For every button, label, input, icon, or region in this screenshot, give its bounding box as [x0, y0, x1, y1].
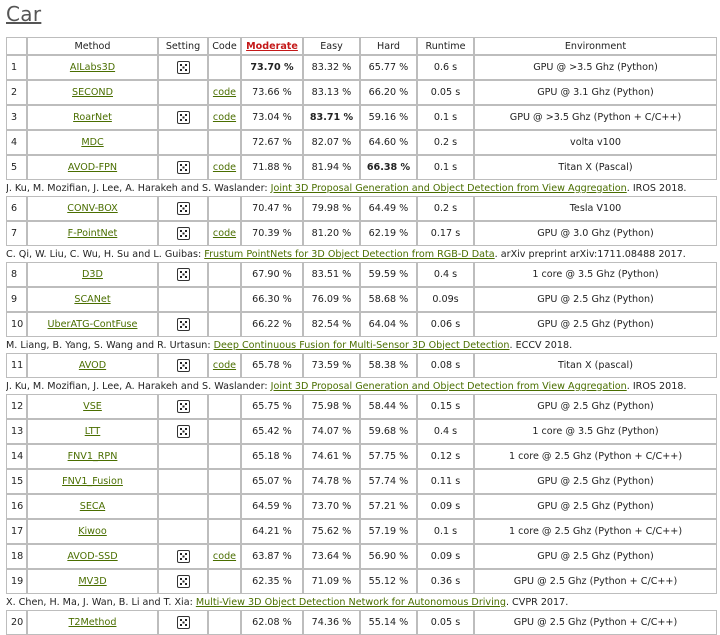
table-row	[6, 262, 717, 287]
runtime-cell: 0.1 s	[417, 519, 474, 544]
table-row	[6, 469, 717, 494]
rank-cell: 6	[6, 196, 27, 221]
setting-cell	[158, 287, 208, 312]
rank-cell: 11	[6, 353, 27, 378]
method-cell-link[interactable]: VSE	[83, 401, 102, 412]
col-moderate-sort-link[interactable]: Moderate	[241, 37, 303, 55]
col-easy[interactable]: Easy	[303, 37, 360, 55]
moderate-cell: 64.59 %	[241, 494, 303, 519]
publication-row	[6, 337, 717, 353]
environment-cell: GPU @ >3.5 Ghz (Python + C/C++)	[474, 105, 717, 130]
environment-cell: GPU @ 3.0 Ghz (Python)	[474, 221, 717, 246]
easy-cell: 75.98 %	[303, 394, 360, 419]
easy-cell: 82.07 %	[303, 130, 360, 155]
moderate-cell: 71.88 %	[241, 155, 303, 180]
code-cell	[208, 353, 241, 378]
code-cell	[208, 80, 241, 105]
code-cell	[208, 130, 241, 155]
runtime-cell: 0.09 s	[417, 544, 474, 569]
method-cell-link[interactable]: AVOD	[78, 360, 107, 371]
environment-cell: GPU @ 2.5 Ghz (Python)	[474, 469, 717, 494]
code-cell	[208, 469, 241, 494]
table-row	[6, 312, 717, 337]
code-cell	[208, 312, 241, 337]
hard-cell: 64.60 %	[360, 130, 417, 155]
runtime-cell: 0.09 s	[417, 494, 474, 519]
moderate-cell: 73.66 %	[241, 80, 303, 105]
hard-cell: 64.04 %	[360, 312, 417, 337]
method-cell-link[interactable]: SECA	[79, 501, 106, 512]
setting-cell	[158, 610, 208, 635]
method-cell	[27, 221, 158, 246]
col-environment[interactable]: Environment	[474, 37, 717, 55]
rank-cell: 4	[6, 130, 27, 155]
environment-cell: Titan X (pascal)	[474, 353, 717, 378]
setting-icon[interactable]	[177, 61, 190, 74]
runtime-cell: 0.1 s	[417, 155, 474, 180]
hard-cell: 57.75 %	[360, 444, 417, 469]
method-cell	[27, 262, 158, 287]
easy-cell: 83.71 %	[303, 105, 360, 130]
publication-authors: J. Ku, M. Mozifian, J. Lee, A. Harakeh and S. Waslander:	[6, 182, 271, 194]
method-cell	[27, 569, 158, 594]
hard-cell: 55.12 %	[360, 569, 417, 594]
hard-cell: 57.19 %	[360, 519, 417, 544]
rank-cell: 20	[6, 610, 27, 635]
easy-cell: 74.78 %	[303, 469, 360, 494]
setting-icon[interactable]	[177, 359, 190, 372]
hard-cell: 66.38 %	[360, 155, 417, 180]
method-cell	[27, 544, 158, 569]
header-row	[6, 37, 717, 55]
hard-cell: 66.20 %	[360, 80, 417, 105]
method-cell-link[interactable]: F-PointNet	[67, 228, 118, 239]
easy-cell: 83.13 %	[303, 80, 360, 105]
setting-cell	[158, 544, 208, 569]
publication-venue: . CVPR 2017.	[505, 596, 569, 608]
easy-cell: 73.70 %	[303, 494, 360, 519]
moderate-cell: 63.87 %	[241, 544, 303, 569]
code-cell	[208, 221, 241, 246]
environment-cell: 1 core @ 3.5 Ghz (Python)	[474, 419, 717, 444]
setting-cell	[158, 80, 208, 105]
publication-cell	[6, 337, 717, 353]
environment-cell: GPU @ 2.5 Ghz (Python)	[474, 394, 717, 419]
easy-cell: 73.64 %	[303, 544, 360, 569]
moderate-cell: 65.78 %	[241, 353, 303, 378]
runtime-cell: 0.11 s	[417, 469, 474, 494]
environment-cell: volta v100	[474, 130, 717, 155]
method-cell-link[interactable]: CONV-BOX	[67, 203, 118, 214]
moderate-cell: 73.70 %	[241, 55, 303, 80]
moderate-cell: 62.08 %	[241, 610, 303, 635]
publication-cell	[6, 594, 717, 610]
moderate-cell: 62.35 %	[241, 569, 303, 594]
code-cell	[208, 494, 241, 519]
rank-cell: 3	[6, 105, 27, 130]
publication-venue: . ECCV 2018.	[509, 339, 573, 351]
environment-cell: GPU @ >3.5 Ghz (Python)	[474, 55, 717, 80]
publication-title-link[interactable]: Multi-View 3D Object Detection Network for Autonomous Driving	[195, 596, 506, 608]
table-row	[6, 196, 717, 221]
setting-icon[interactable]	[177, 161, 190, 174]
setting-cell	[158, 419, 208, 444]
method-cell	[27, 155, 158, 180]
method-cell-link[interactable]: FNV1_Fusion	[62, 476, 123, 487]
method-cell-link[interactable]: T2Method	[68, 617, 117, 628]
runtime-cell: 0.12 s	[417, 444, 474, 469]
easy-cell: 83.51 %	[303, 262, 360, 287]
moderate-cell: 65.07 %	[241, 469, 303, 494]
hard-cell: 58.38 %	[360, 353, 417, 378]
rank-cell: 1	[6, 55, 27, 80]
method-cell-link[interactable]: Kiwoo	[78, 526, 107, 537]
hard-cell: 59.16 %	[360, 105, 417, 130]
rank-cell: 17	[6, 519, 27, 544]
table-row	[6, 55, 717, 80]
setting-icon[interactable]	[177, 268, 190, 281]
easy-cell: 76.09 %	[303, 287, 360, 312]
setting-cell	[158, 469, 208, 494]
easy-cell: 74.07 %	[303, 419, 360, 444]
environment-cell: 1 core @ 2.5 Ghz (Python + C/C++)	[474, 444, 717, 469]
method-cell	[27, 353, 158, 378]
setting-icon[interactable]	[177, 425, 190, 438]
table-row	[6, 544, 717, 569]
publication-title-link[interactable]: Joint 3D Proposal Generation and Object Detection from View Aggregation	[270, 182, 627, 194]
environment-cell: 1 core @ 2.5 Ghz (Python + C/C++)	[474, 519, 717, 544]
environment-cell: GPU @ 2.5 Ghz (Python + C/C++)	[474, 569, 717, 594]
moderate-cell: 73.04 %	[241, 105, 303, 130]
method-cell	[27, 312, 158, 337]
publication-venue: . IROS 2018.	[626, 380, 687, 392]
easy-cell: 81.20 %	[303, 221, 360, 246]
method-cell	[27, 130, 158, 155]
setting-cell	[158, 569, 208, 594]
moderate-cell: 67.90 %	[241, 262, 303, 287]
code-cell-link[interactable]: code	[212, 112, 237, 123]
publication-title-link[interactable]: Joint 3D Proposal Generation and Object Detection from View Aggregation	[270, 380, 627, 392]
setting-icon[interactable]	[177, 318, 190, 331]
environment-cell: GPU @ 2.5 Ghz (Python)	[474, 287, 717, 312]
moderate-cell: 72.67 %	[241, 130, 303, 155]
setting-cell	[158, 105, 208, 130]
code-cell	[208, 287, 241, 312]
table-row	[6, 494, 717, 519]
easy-cell: 73.59 %	[303, 353, 360, 378]
col-rank	[6, 37, 27, 55]
easy-cell: 74.61 %	[303, 444, 360, 469]
runtime-cell: 0.06 s	[417, 312, 474, 337]
environment-cell: GPU @ 2.5 Ghz (Python)	[474, 544, 717, 569]
table-row	[6, 519, 717, 544]
runtime-cell: 0.15 s	[417, 394, 474, 419]
method-cell	[27, 196, 158, 221]
method-cell	[27, 394, 158, 419]
moderate-cell: 70.47 %	[241, 196, 303, 221]
easy-cell: 79.98 %	[303, 196, 360, 221]
setting-cell	[158, 55, 208, 80]
publication-cell	[6, 246, 717, 262]
rank-cell: 12	[6, 394, 27, 419]
code-cell	[208, 262, 241, 287]
rank-cell: 13	[6, 419, 27, 444]
rank-cell: 19	[6, 569, 27, 594]
publication-venue: . IROS 2018.	[626, 182, 687, 194]
code-cell	[208, 394, 241, 419]
rank-cell: 5	[6, 155, 27, 180]
easy-cell: 71.09 %	[303, 569, 360, 594]
publication-row	[6, 180, 717, 196]
method-cell-link[interactable]: UberATG-ContFuse	[47, 319, 138, 330]
code-cell	[208, 519, 241, 544]
method-cell-link[interactable]: AILabs3D	[69, 62, 116, 73]
runtime-cell: 0.17 s	[417, 221, 474, 246]
easy-cell: 81.94 %	[303, 155, 360, 180]
publication-authors: C. Qi, W. Liu, C. Wu, H. Su and L. Guibas:	[6, 248, 205, 260]
table-row	[6, 130, 717, 155]
method-cell	[27, 287, 158, 312]
hard-cell: 65.77 %	[360, 55, 417, 80]
moderate-cell: 66.30 %	[241, 287, 303, 312]
code-cell	[208, 155, 241, 180]
environment-cell: GPU @ 2.5 Ghz (Python)	[474, 494, 717, 519]
rank-cell: 2	[6, 80, 27, 105]
method-cell	[27, 469, 158, 494]
hard-cell: 58.44 %	[360, 394, 417, 419]
col-runtime[interactable]: Runtime	[417, 37, 474, 55]
easy-cell: 82.54 %	[303, 312, 360, 337]
method-cell	[27, 519, 158, 544]
method-cell-link[interactable]: FNV1_RPN	[67, 451, 118, 462]
moderate-cell: 65.75 %	[241, 394, 303, 419]
runtime-cell: 0.05 s	[417, 80, 474, 105]
setting-cell	[158, 394, 208, 419]
hard-cell: 58.68 %	[360, 287, 417, 312]
method-cell-link[interactable]: AVOD-SSD	[67, 551, 118, 562]
publication-title-link[interactable]: Frustum PointNets for 3D Object Detection from RGB-D Data	[204, 248, 495, 260]
environment-cell: Titan X (Pascal)	[474, 155, 717, 180]
publication-authors: J. Ku, M. Mozifian, J. Lee, A. Harakeh and S. Waslander:	[6, 380, 271, 392]
page-title: Car	[6, 2, 42, 26]
easy-cell: 83.32 %	[303, 55, 360, 80]
environment-cell: GPU @ 2.5 Ghz (Python + C/C++)	[474, 610, 717, 635]
publication-row	[6, 594, 717, 610]
method-cell-link[interactable]: AVOD-FPN	[67, 162, 118, 173]
hard-cell: 57.21 %	[360, 494, 417, 519]
table-row	[6, 155, 717, 180]
setting-cell	[158, 155, 208, 180]
easy-cell: 75.62 %	[303, 519, 360, 544]
code-cell-link[interactable]: code	[212, 87, 237, 98]
col-method[interactable]: Method	[27, 37, 158, 55]
runtime-cell: 0.36 s	[417, 569, 474, 594]
runtime-cell: 0.6 s	[417, 55, 474, 80]
rank-cell: 16	[6, 494, 27, 519]
setting-icon[interactable]	[177, 550, 190, 563]
table-row	[6, 221, 717, 246]
setting-icon[interactable]	[177, 400, 190, 413]
runtime-cell: 0.2 s	[417, 196, 474, 221]
runtime-cell: 0.08 s	[417, 353, 474, 378]
publication-title-link[interactable]: Deep Continuous Fusion for Multi-Sensor 3D Object Detection	[213, 339, 510, 351]
moderate-cell: 70.39 %	[241, 221, 303, 246]
method-cell	[27, 80, 158, 105]
table-row	[6, 80, 717, 105]
code-cell	[208, 569, 241, 594]
code-cell	[208, 419, 241, 444]
setting-cell	[158, 262, 208, 287]
code-cell-link[interactable]: code	[212, 551, 237, 562]
environment-cell: Tesla V100	[474, 196, 717, 221]
hard-cell: 59.59 %	[360, 262, 417, 287]
table-row	[6, 287, 717, 312]
hard-cell: 64.49 %	[360, 196, 417, 221]
runtime-cell: 0.1 s	[417, 105, 474, 130]
code-cell-link[interactable]: code	[212, 360, 237, 371]
code-cell-link[interactable]: code	[212, 162, 237, 173]
moderate-cell: 65.42 %	[241, 419, 303, 444]
easy-cell: 74.36 %	[303, 610, 360, 635]
col-setting[interactable]: Setting	[158, 37, 208, 55]
hard-cell: 56.90 %	[360, 544, 417, 569]
setting-cell	[158, 130, 208, 155]
table-row	[6, 394, 717, 419]
table-row	[6, 419, 717, 444]
moderate-cell: 64.21 %	[241, 519, 303, 544]
rank-cell: 14	[6, 444, 27, 469]
table-row	[6, 569, 717, 594]
table-row	[6, 444, 717, 469]
runtime-cell: 0.4 s	[417, 419, 474, 444]
runtime-cell: 0.05 s	[417, 610, 474, 635]
rank-cell: 9	[6, 287, 27, 312]
publication-row	[6, 246, 717, 262]
runtime-cell: 0.09s	[417, 287, 474, 312]
setting-cell	[158, 494, 208, 519]
table-row	[6, 105, 717, 130]
code-cell	[208, 105, 241, 130]
method-cell-link[interactable]: RoarNet	[73, 112, 112, 123]
code-cell	[208, 444, 241, 469]
environment-cell: 1 core @ 3.5 Ghz (Python)	[474, 262, 717, 287]
code-cell	[208, 610, 241, 635]
hard-cell: 59.68 %	[360, 419, 417, 444]
method-cell	[27, 610, 158, 635]
publication-venue: . arXiv preprint arXiv:1711.08488 2017.	[494, 248, 686, 260]
rank-cell: 18	[6, 544, 27, 569]
method-cell-link[interactable]: MV3D	[78, 576, 107, 587]
rank-cell: 8	[6, 262, 27, 287]
table-row	[6, 353, 717, 378]
publication-authors: X. Chen, H. Ma, J. Wan, B. Li and T. Xia:	[6, 596, 196, 608]
publication-cell	[6, 378, 717, 394]
rank-cell: 15	[6, 469, 27, 494]
code-cell	[208, 55, 241, 80]
hard-cell: 57.74 %	[360, 469, 417, 494]
setting-icon[interactable]	[177, 227, 190, 240]
method-cell-link[interactable]: LTT	[84, 426, 101, 437]
col-code[interactable]: Code	[208, 37, 241, 55]
method-cell-link[interactable]: D3D	[82, 269, 103, 280]
method-cell	[27, 55, 158, 80]
code-cell	[208, 544, 241, 569]
publication-row	[6, 378, 717, 394]
setting-cell	[158, 353, 208, 378]
publication-authors: M. Liang, B. Yang, S. Wang and R. Urtasun:	[6, 339, 214, 351]
table-row	[6, 610, 717, 635]
moderate-cell: 65.18 %	[241, 444, 303, 469]
method-cell-link[interactable]: SCANet	[74, 294, 111, 305]
moderate-cell: 66.22 %	[241, 312, 303, 337]
hard-cell: 55.14 %	[360, 610, 417, 635]
method-cell-link[interactable]: SECOND	[72, 87, 113, 98]
setting-cell	[158, 221, 208, 246]
setting-cell	[158, 196, 208, 221]
setting-cell	[158, 519, 208, 544]
setting-icon[interactable]	[177, 575, 190, 588]
code-cell	[208, 196, 241, 221]
setting-icon[interactable]	[177, 111, 190, 124]
runtime-cell: 0.4 s	[417, 262, 474, 287]
method-cell	[27, 494, 158, 519]
code-cell-link[interactable]: code	[212, 228, 237, 239]
rank-cell: 7	[6, 221, 27, 246]
setting-cell	[158, 444, 208, 469]
rank-cell: 10	[6, 312, 27, 337]
environment-cell: GPU @ 2.5 Ghz (Python)	[474, 312, 717, 337]
method-cell-link[interactable]: MDC	[81, 137, 104, 148]
publication-cell	[6, 180, 717, 196]
environment-cell: GPU @ 3.1 Ghz (Python)	[474, 80, 717, 105]
method-cell	[27, 444, 158, 469]
method-cell	[27, 105, 158, 130]
runtime-cell: 0.2 s	[417, 130, 474, 155]
setting-cell	[158, 312, 208, 337]
leaderboard-table	[6, 37, 717, 635]
method-cell	[27, 419, 158, 444]
col-hard[interactable]: Hard	[360, 37, 417, 55]
hard-cell: 62.19 %	[360, 221, 417, 246]
setting-icon[interactable]	[177, 202, 190, 215]
